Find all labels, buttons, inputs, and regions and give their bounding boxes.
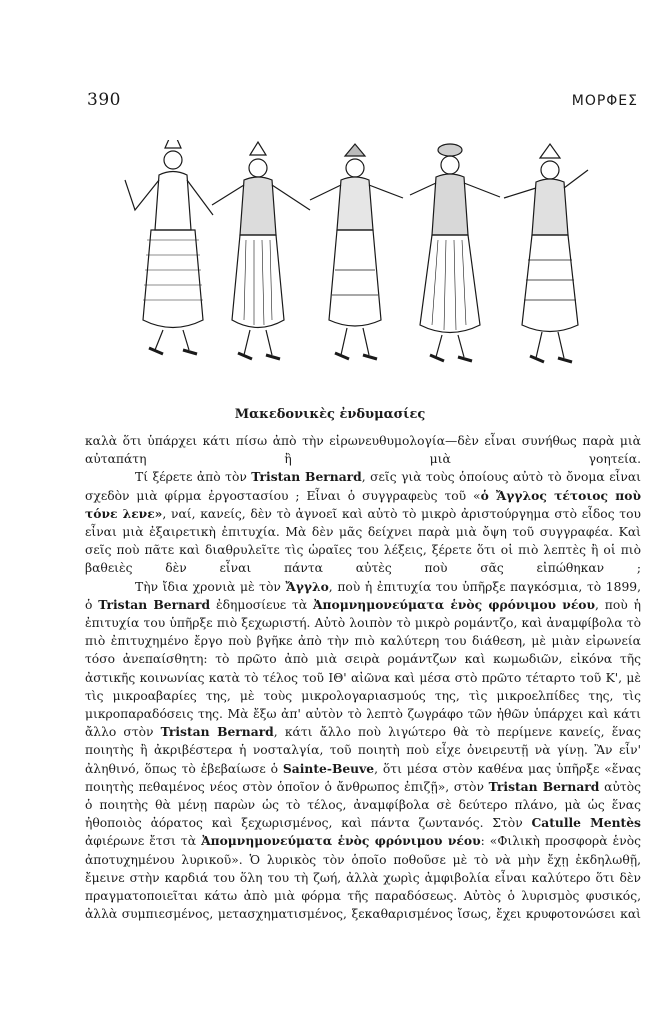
paragraph	[85, 578, 641, 924]
bold-text: Tristan Bernard	[251, 469, 362, 485]
text: : «Φιλικὴ προσφορὰ ἑνὸς ἀποτυχημένου λυρικοῦ». Ὁ λυρικὸς τὸν ὁποῖο ποθοῦσε μὲ τὸ νὰ μὴν ἔχῃ ἐκδηλωθῇ, ἔμεινε στὴν καρδιά του ὅλη του τὴ ζωή, ἀλλὰ χωρὶς ἀμφιβολία εἶναι καλύτερο ὅτι δὲν πραγματοποιεῖται κάτω ἀπὸ μιὰ φόρμα τῆς παραδόσεως. Αὐτὸς ὁ λυρισμὸς φυσικός, ἀλλὰ συμπιεσμένος, μετασχηματισμένος, ξεκαθαρισμένος ἴσως, ἔχει κρυφοτονώσει καὶ	[85, 834, 641, 922]
text: ἐδημοσίευε τὰ	[210, 597, 313, 612]
dancer-figure	[410, 144, 500, 361]
bold-text: Tristan Bernard	[98, 596, 211, 612]
bold-text: Ἀπομνημονεύματα ἑνὸς φρόνιμου νέου	[201, 833, 481, 849]
bold-text: ὁ Ἄγγλος τέτοιος ποὺ τόνε λενε»	[85, 487, 641, 521]
macedonian-costumes-illustration	[110, 140, 630, 390]
bold-text: Sainte-Beuve	[282, 760, 375, 776]
bold-text: Tristan Bernard	[160, 724, 274, 740]
text: Τὴν ἴδια χρονιὰ μὲ τὸν	[135, 579, 286, 594]
text: Τί ξέρετε ἀπὸ τὸν	[135, 470, 252, 485]
bold-text: Ἄγγλο	[285, 578, 329, 594]
text: αὐτὸς ὁ ποιητὴς θὰ μένῃ παρὼν ὡς τὸ τέλος, ἀναμφίβολα σὲ δεύτερο πλάνο, μὰ ὡς ἕνας ἠθοποιὸς ἀόρατος καὶ ξεχωρισμένος, καὶ πάντα ζωντανός. Στὸν	[85, 779, 641, 831]
page-number: 390	[87, 90, 121, 110]
bold-text: Ἀπομνημονεύματα ἑνὸς φρόνιμου νέου	[313, 596, 596, 612]
dancer-figure	[212, 142, 310, 359]
text: , ναί, κανείς, δὲν τὸ ἀγνοεῖ καὶ αὐτὸ τὸ μικρὸ ἀριστούργημα στὸ εἶδος του εἶναι μιὰ ἐξαιρετικὴ ἐπιτυχία. Μὰ δὲν μᾶς δείχνει παρὰ μιὰ ὄψη τοῦ συγγραφέα. Καὶ σεῖς ποὺ πᾶτε καὶ διαθρυλεῖτε τὶς ὡραῖες του λέξεις, ξέρετε ὅτι οἱ πιὸ λεπτὲς ἢ οἱ πιὸ βαθειὲς δὲν εἶναι πάντα αὐτὲς ποὺ σᾶς εἰπώθηκαν ;	[85, 506, 641, 576]
body-text	[85, 432, 641, 923]
dancer-figure	[504, 144, 588, 362]
dancer-figure	[310, 144, 403, 359]
text: , ποὺ ἡ ἐπιτυχία του ὑπῆρξε παγκόσμια, τὸ 1899, ὁ	[85, 579, 641, 612]
text: , ποὺ ἡ ἐπιτυχία του ὑπῆρξε πιὸ ξεχωριστή. Αὐτὸ λοιπὸν τὸ μικρὸ ρομάντζο, καὶ ἀναμφίβολα τὸ πιὸ ἐπιτυχημένο ἔργο ποὺ βγῆκε ἀπὸ τὴν πιὸ καλύτερη του διάθεση, μὲ μιὰν εἰρωνεία τόσο ἀνεπαίσθητη: τὸ πρῶτο ἀπὸ μιὰ σειρὰ ρομάντζων καὶ κωμωδιῶν, εἰκόνα τῆς ἀστικῆς κοινωνίας κατὰ τὸ τέλος τοῦ ΙΘ' αἰῶνα καὶ μέσα στὸ πρῶτο τέταρτο τοῦ Κ', μὲ τὶς μικροαβαρίες της, μὲ τοὺς μικρολογαριασμούς της, τὶς μικροελπίδες της, τὶς μικροπαραδόσεις της. Μὰ ἔξω ἀπ' αὐτὸν τὸ λεπτὸ ζωγράφο τῶν ἠθῶν ὑπάρχει καὶ κάτι ἄλλο στὸν	[85, 597, 641, 740]
text: , ὅτι μέσα στὸν καθένα μας ὑπῆρξε «ἕνας ποιητὴς πεθαμένος νέος στὸν ὁποῖον ὁ ἄνθρωπος ἐπιζῇ», στὸν	[85, 761, 641, 794]
dancer-figure	[125, 140, 213, 354]
figure-caption: Μακεδονικὲς ἐνδυμασίες	[234, 407, 426, 422]
text: καλὰ ὅτι ὑπάρχει κάτι πίσω ἀπὸ τὴν εἰρωνευθυμολογία—δὲν εἶναι συνήθως παρὰ μιὰ αὐταπάτη ἢ μιὰ γοητεία.	[85, 434, 641, 467]
text: , κάτι ἄλλο ποὺ λιγώτερο θὰ τὸ περίμενε κανείς, ἕνας ποιητὴς ἢ ἀκριβέστερα ἡ νοσταλγία, τοῦ ποιητὴ ποὺ εἶχε ὀνειρευτῇ νὰ γίνῃ. Ἂν εἶν' ἀληθινό, ὅπως τὸ ἐβεβαίωσε ὁ	[85, 725, 641, 776]
text: , σεῖς γιὰ τοὺς ὁποίους αὐτὸ τὸ ὄνομα εἶναι σχεδὸν μιὰ φίρμα ἐργοστασίου ; Εἶναι ὁ συγγραφεὺς τοῦ «	[85, 470, 641, 503]
bold-text: Tristan Bernard	[488, 778, 600, 794]
paragraph	[85, 432, 641, 468]
bold-text: Catulle Mentès	[531, 815, 641, 831]
paragraph	[85, 468, 641, 577]
text: ἀφιέρωνε ἔτσι τὰ	[85, 834, 202, 849]
running-head: ΜΟΡΦΕΣ	[571, 93, 638, 109]
